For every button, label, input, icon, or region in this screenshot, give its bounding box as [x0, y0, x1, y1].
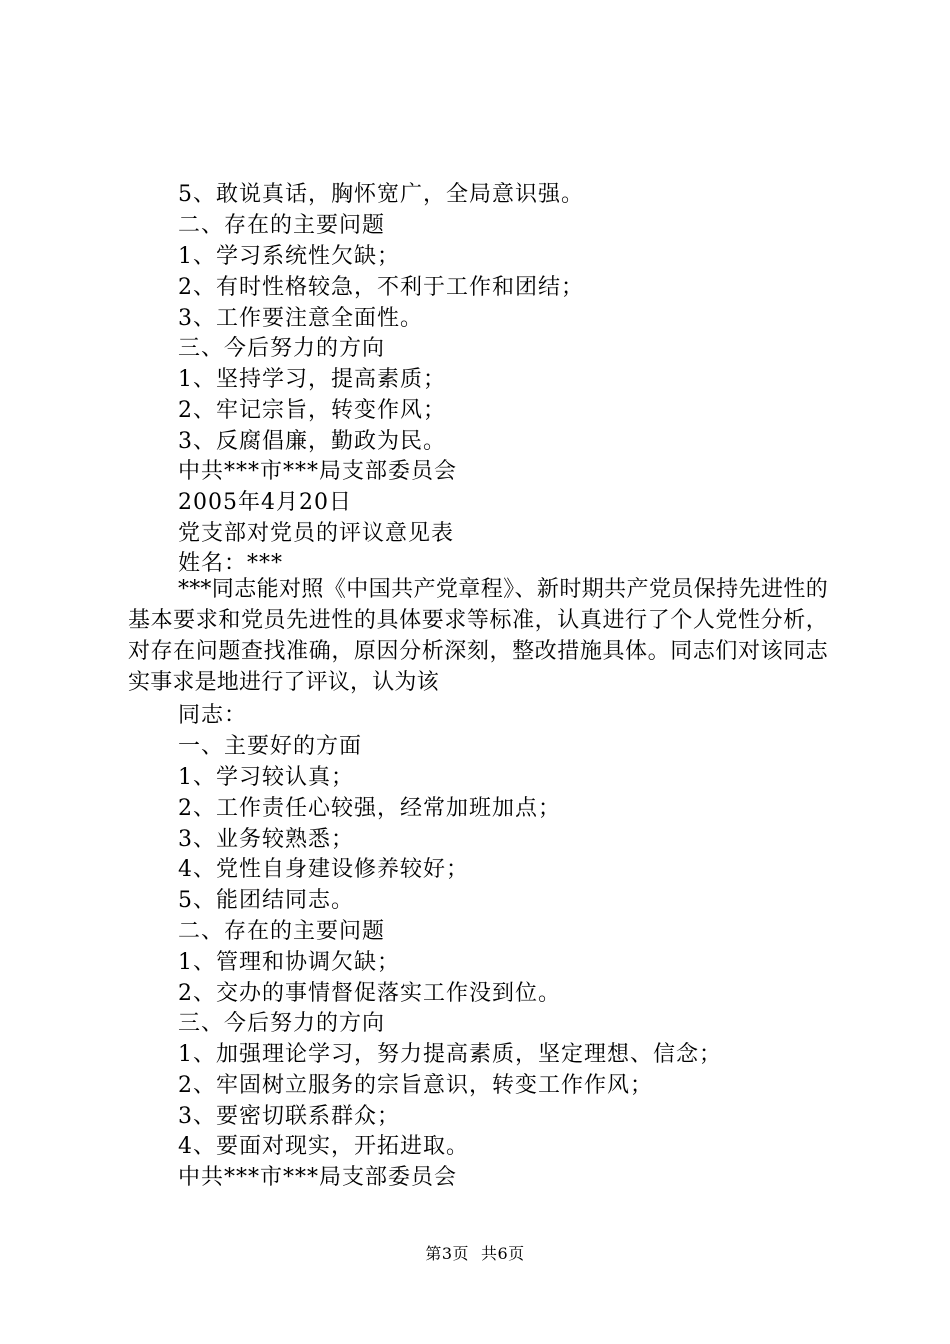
- addressee: 同志：: [178, 703, 248, 728]
- signature-date: 2005年4月20日: [178, 490, 352, 515]
- form-title: 党支部对党员的评议意见表: [178, 521, 455, 546]
- list-item: 4、党性自身建设修养较好；: [178, 857, 469, 882]
- list-item: 3、业务较熟悉；: [178, 827, 354, 852]
- section-heading: 二、存在的主要问题: [178, 919, 386, 944]
- list-item: 2、牢固树立服务的宗旨意识，转变工作作风；: [178, 1073, 653, 1098]
- list-item: 1、学习较认真；: [178, 765, 354, 790]
- list-item: 5、能团结同志。: [178, 888, 354, 913]
- list-item: 4、要面对现实，开拓进取。: [178, 1134, 469, 1159]
- page-total: 共6页: [481, 1244, 525, 1263]
- list-item: 2、交办的事情督促落实工作没到位。: [178, 981, 561, 1006]
- list-item: 1、管理和协调欠缺；: [178, 950, 400, 975]
- signature-org: 中共***市***局支部委员会: [178, 459, 458, 484]
- list-item: 1、加强理论学习，努力提高素质，坚定理想、信念；: [178, 1042, 722, 1067]
- section-heading: 二、存在的主要问题: [178, 213, 386, 238]
- name-field: 姓名：***: [178, 551, 284, 576]
- section-heading: 三、今后努力的方向: [178, 336, 386, 361]
- page-number: 第3页: [425, 1244, 469, 1263]
- list-item: 3、要密切联系群众；: [178, 1104, 400, 1129]
- list-item: 3、工作要注意全面性。: [178, 306, 423, 331]
- list-item: 1、学习系统性欠缺；: [178, 244, 400, 269]
- list-item: 2、有时性格较急，不利于工作和团结；: [178, 275, 584, 300]
- signature-org: 中共***市***局支部委员会: [178, 1165, 458, 1190]
- list-item: 5、敢说真话，胸怀宽广，全局意识强。: [178, 182, 584, 207]
- page-footer: [0, 1243, 950, 1265]
- list-item: 1、坚持学习，提高素质；: [178, 367, 446, 392]
- list-item: 2、牢记宗旨，转变作风；: [178, 398, 446, 423]
- list-item: 2、工作责任心较强，经常加班加点；: [178, 796, 561, 821]
- evaluation-paragraph: ***同志能对照《中国共产党章程》、新时期共产党员保持先进性的基本要求和党员先进性的具体要求等标准，认真进行了个人党性分析，对存在问题查找准确，原因分析深刻，整改措施具体。同志们对该同志实事求是地进行了评议，认为该: [128, 577, 828, 695]
- section-heading: 一、主要好的方面: [178, 734, 363, 759]
- list-item: 3、反腐倡廉，勤政为民。: [178, 429, 446, 454]
- section-heading: 三、今后努力的方向: [178, 1011, 386, 1036]
